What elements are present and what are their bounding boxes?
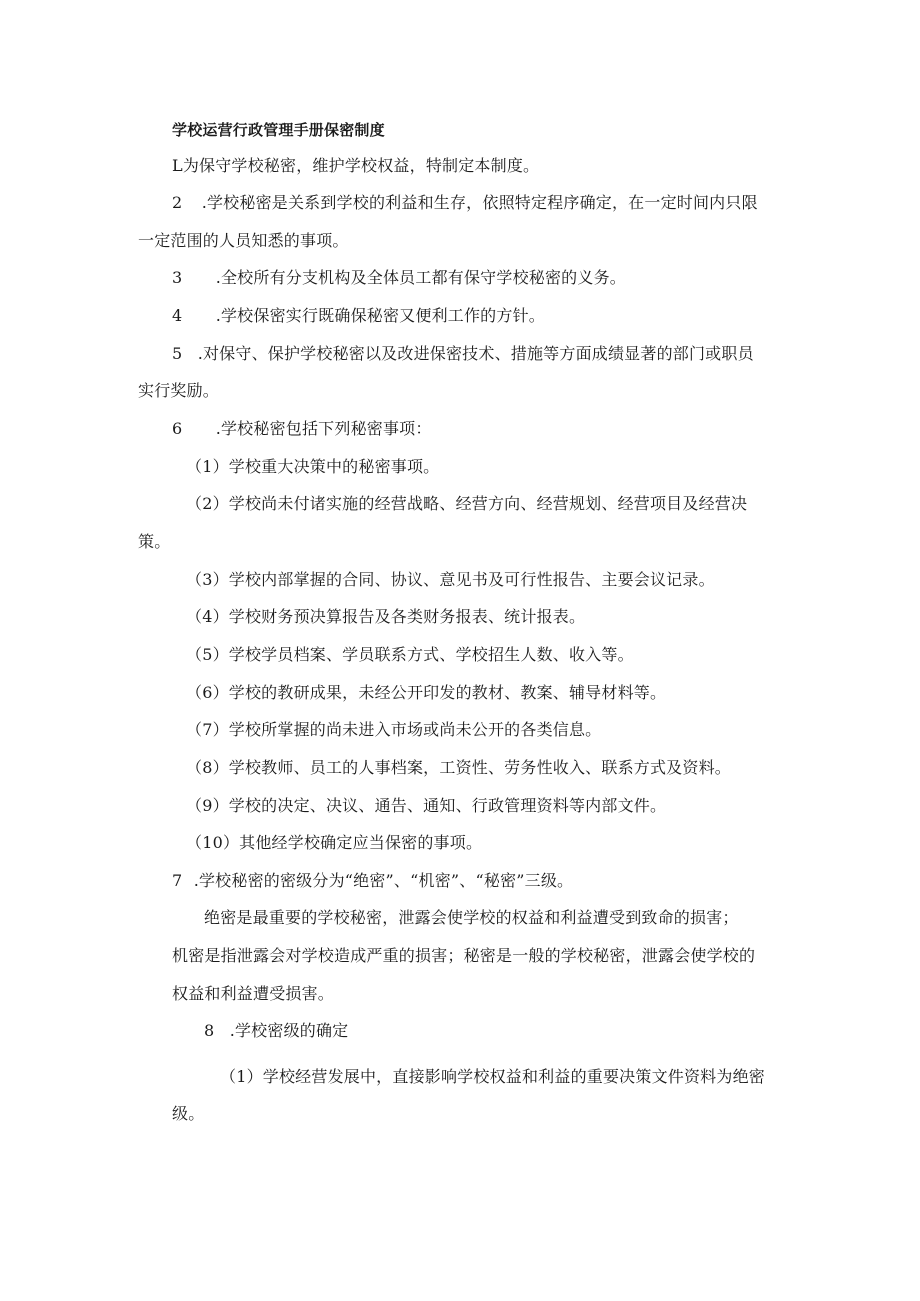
paragraph-7-detail-line-2: 机密是指泄露会对学校造成严重的损害；秘密是一般的学校秘密，泄露会使学校的 — [172, 946, 756, 965]
list-item-continuation: 策。 — [138, 532, 171, 551]
paragraph-6 — [172, 418, 432, 440]
list-item: （2）学校尚未付诸实施的经营战略、经营方向、经营规划、经营项目及经营决 — [186, 494, 748, 513]
paragraph-3 — [172, 267, 626, 289]
list-item: （5）学校学员档案、学员联系方式、学校招生人数、收入等。 — [186, 645, 634, 664]
paragraph-3-text: .全校所有分支机构及全体员工都有保守学校秘密的义务。 — [215, 268, 626, 287]
paragraph-5-line-1 — [172, 343, 754, 365]
list-item: （3）学校内部掌握的合同、协议、意见书及可行性报告、主要会议记录。 — [186, 570, 715, 589]
paragraph-7 — [172, 870, 573, 892]
paragraph-2-number: 2 — [172, 193, 183, 212]
list-item: （7）学校所掌握的尚未进入市场或尚未公开的各类信息。 — [186, 720, 602, 739]
paragraph-4-number: 4 — [172, 306, 183, 325]
list-item: （9）学校的决定、决议、通告、通知、行政管理资料等内部文件。 — [186, 796, 667, 815]
paragraph-7-detail-line-3: 权益和利益遭受损害。 — [172, 984, 335, 1003]
paragraph-8-number: 8 — [204, 1021, 215, 1040]
paragraph-2-line-2: 一定范围的人员知悉的事项。 — [138, 231, 349, 250]
list-item: （1）学校重大决策中的秘密事项。 — [186, 457, 440, 476]
paragraph-5-line-2: 实行奖励。 — [138, 381, 220, 400]
paragraph-6-text: .学校秘密包括下列秘密事项： — [215, 419, 432, 438]
list-item: （4）学校财务预决算报告及各类财务报表、统计报表。 — [186, 607, 586, 626]
paragraph-8-text: .学校密级的确定 — [229, 1021, 349, 1040]
paragraph-7-detail-line-1: 绝密是最重要的学校秘密，泄露会使学校的权益和利益遭受到致命的损害； — [204, 908, 739, 927]
paragraph-2-line-1 — [172, 192, 758, 214]
list-item: （6）学校的教研成果，未经公开印发的教材、教案、辅导材料等。 — [186, 683, 667, 702]
paragraph-4-text: .学校保密实行既确保秘密又便利工作的方针。 — [215, 306, 545, 325]
paragraph-3-number: 3 — [172, 268, 183, 287]
list-item: （10）其他经学校确定应当保密的事项。 — [186, 833, 483, 852]
paragraph-2-text: .学校秘密是关系到学校的利益和生存，依照特定程序确定，在一定时间内只限 — [201, 193, 758, 212]
paragraph-8 — [204, 1020, 348, 1042]
paragraph-6-number: 6 — [172, 419, 183, 438]
paragraph-5-text: .对保守、保护学校秘密以及改进保密技术、措施等方面成绩显著的部门或职员 — [197, 344, 754, 363]
paragraph-8-item-1-line-2: 级。 — [172, 1104, 205, 1123]
paragraph-8-item-1-line-1: （1）学校经营发展中，直接影响学校权益和利益的重要决策文件资料为绝密 — [220, 1067, 765, 1086]
paragraph-4 — [172, 305, 545, 327]
paragraph-1: L为保守学校秘密，维护学校权益，特制定本制度。 — [172, 156, 540, 175]
paragraph-7-text: .学校秘密的密级分为“绝密”、“机密”、“秘密”三级。 — [193, 871, 574, 890]
list-item: （8）学校教师、员工的人事档案，工资性、劳务性收入、联系方式及资料。 — [186, 758, 731, 777]
document-title: 学校运营行政管理手册保密制度 — [172, 121, 385, 139]
paragraph-5-number: 5 — [172, 344, 183, 363]
paragraph-7-number: 7 — [172, 871, 183, 890]
